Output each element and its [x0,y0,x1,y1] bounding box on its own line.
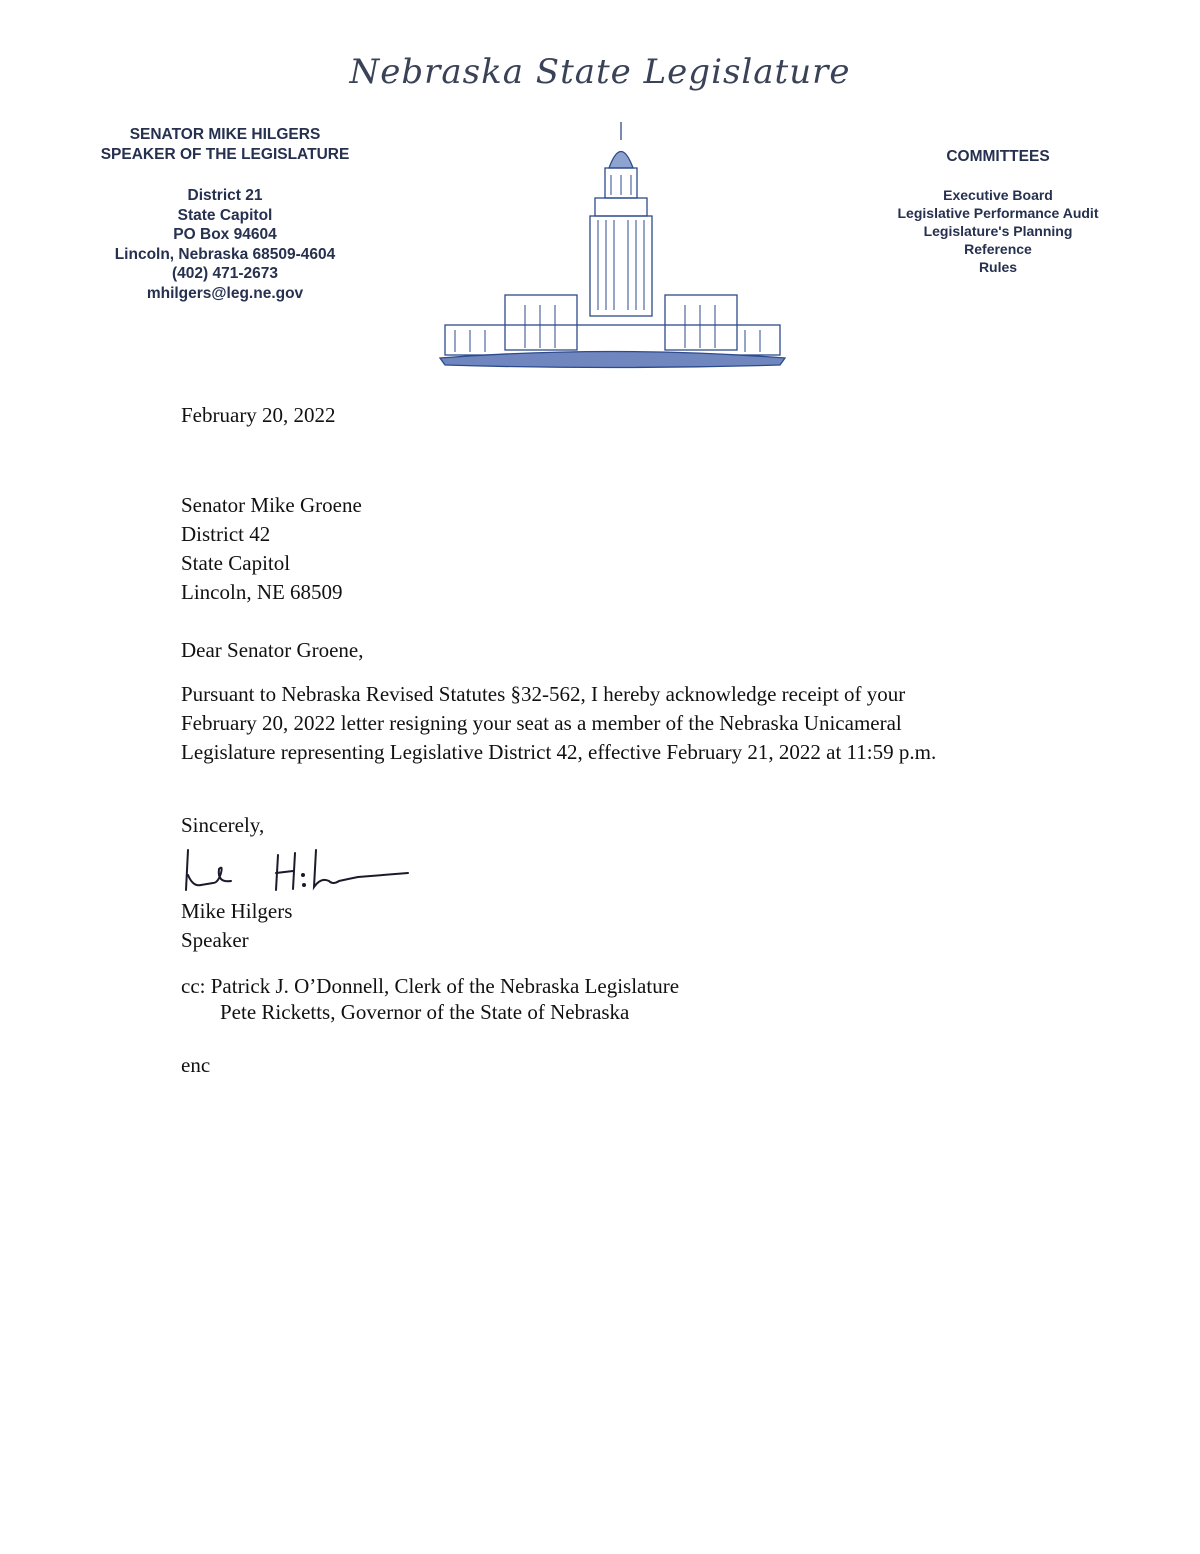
letter-date: February 20, 2022 [181,403,336,427]
sender-phone: (402) 471-2673 [172,265,278,282]
enclosure-note: enc [181,1053,211,1077]
sender-name: SENATOR MIKE HILGERS [129,126,321,143]
sender-address-line: Lincoln, Nebraska 68509-4604 [114,245,336,263]
recipient-address [181,491,362,607]
recipient-line: Lincoln, NE 68509 [181,580,343,604]
cc-recipient: Pete Ricketts, Governor of the State of Nebraska [220,1000,630,1024]
sender-address-line: State Capitol [177,206,273,224]
cc-label: cc: [181,974,206,998]
recipient-line: State Capitol [181,551,291,575]
sender-position: SPEAKER OF THE LEGISLATURE [100,145,350,163]
sender-district: District 21 [187,187,263,204]
committee-item: Executive Board [943,187,1053,203]
body-line: Pursuant to Nebraska Revised Statutes §32-562, I hereby acknowledge receipt of your [181,682,906,706]
body-line: February 20, 2022 letter resigning your seat as a member of the Nebraska Unicameral [181,711,902,735]
committees-title: COMMITTEES [946,148,1050,165]
cc-recipient: Patrick J. O’Donnell, Clerk of the Nebraska Legislature [210,974,680,998]
committees-block [860,148,1136,276]
capitol-building-illustration [435,120,790,370]
signer-block [181,897,292,955]
signer-name: Mike Hilgers [181,899,293,923]
signature [183,845,423,895]
recipient-line: District 42 [181,522,271,546]
body-line: Legislature representing Legislative District 42, effective February 21, 2022 at 11:59 p.m. [181,740,937,764]
signer-title: Speaker [181,928,249,952]
committee-item: Rules [978,259,1018,275]
committee-item: Reference [964,241,1032,257]
committee-item: Legislative Performance Audit [897,205,1099,221]
salutation: Dear Senator Groene, [181,638,364,662]
sender-block [60,125,390,303]
sender-email: mhilgers@leg.ne.gov [146,284,304,302]
cc-block [181,973,679,1025]
letterhead-title: Nebraska State Legislature [349,52,851,92]
closing: Sincerely, [181,813,265,837]
recipient-line: Senator Mike Groene [181,493,362,517]
sender-address-line: PO Box 94604 [173,226,277,243]
letter-body [181,680,936,767]
committee-item: Legislature's Planning [923,223,1073,239]
